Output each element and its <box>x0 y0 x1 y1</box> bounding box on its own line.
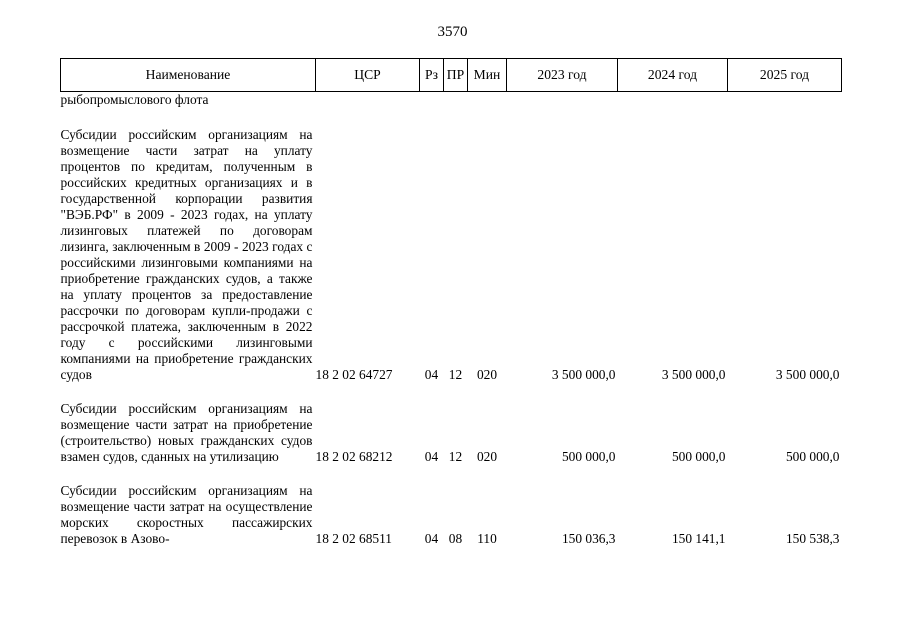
row-name: Субсидии российским организациям на возмещение части затрат на уплату процентов по кредитам, полученным в российских кредитных организациях и в государственной корпорации развития "ВЭБ.РФ" в 2009 - 2023 годах, на уплату лизинговых платежей по договорам лизинга, заключенным в 2009 - 2023 годах с российскими лизинговыми компаниями на приобретение гражданских судов, а также на уплату процентов за предоставление рассрочки по договорам купли-продажи с рассрочкой платежа, заключенным в 2022 году с российскими лизинговыми компаниями на приобретение гражданских судов <box>60 127 313 382</box>
row-2025: 150 538,3 <box>785 531 840 546</box>
table-row <box>61 483 842 547</box>
row-2024: 3 500 000,0 <box>661 367 726 382</box>
row-2025: 500 000,0 <box>785 449 840 464</box>
table-row <box>61 401 842 465</box>
row-name: рыбопромыслового флота <box>60 92 209 107</box>
header-csr: ЦСР <box>316 59 420 92</box>
row-2025: 3 500 000,0 <box>775 367 840 382</box>
header-rz: Рз <box>420 59 444 92</box>
row-2023: 3 500 000,0 <box>551 367 616 382</box>
row-name: Субсидии российским организациям на возмещение части затрат на осуществление морских скоростных пассажирских перевозок в Азово- <box>60 483 313 546</box>
row-pr: 12 <box>448 367 463 382</box>
row-2024: 150 141,1 <box>671 531 726 546</box>
row-min: 020 <box>476 449 498 464</box>
budget-table <box>60 58 842 547</box>
row-min: 110 <box>477 531 497 546</box>
row-2023 <box>507 92 618 110</box>
row-rz: 04 <box>424 367 439 382</box>
row-2025 <box>728 92 842 110</box>
row-pr: 12 <box>448 449 463 464</box>
header-pr: ПР <box>444 59 468 92</box>
row-csr: 18 2 02 68212 <box>315 449 393 464</box>
table-row <box>61 127 842 383</box>
header-min: Мин <box>468 59 507 92</box>
row-2023: 500 000,0 <box>561 449 616 464</box>
row-rz: 04 <box>424 531 439 546</box>
header-2024: 2024 год <box>618 59 728 92</box>
row-min <box>468 92 507 110</box>
row-min: 020 <box>476 367 498 382</box>
table-header-row <box>61 59 842 92</box>
row-rz: 04 <box>424 449 439 464</box>
row-csr: 18 2 02 68511 <box>315 531 392 546</box>
header-2023: 2023 год <box>507 59 618 92</box>
table-row <box>61 92 842 110</box>
row-csr <box>316 92 420 110</box>
header-name: Наименование <box>61 59 316 92</box>
row-name: Субсидии российским организациям на возмещение части затрат на приобретение (строительство) новых гражданских судов взамен судов, сданных на утилизацию <box>60 401 313 464</box>
row-pr <box>444 92 468 110</box>
row-csr: 18 2 02 64727 <box>315 367 393 382</box>
row-2024 <box>618 92 728 110</box>
page-number: 3570 <box>437 24 468 40</box>
row-rz <box>420 92 444 110</box>
header-2025: 2025 год <box>728 59 842 92</box>
row-2023: 150 036,3 <box>561 531 616 546</box>
row-2024: 500 000,0 <box>671 449 726 464</box>
row-pr: 08 <box>448 531 463 546</box>
